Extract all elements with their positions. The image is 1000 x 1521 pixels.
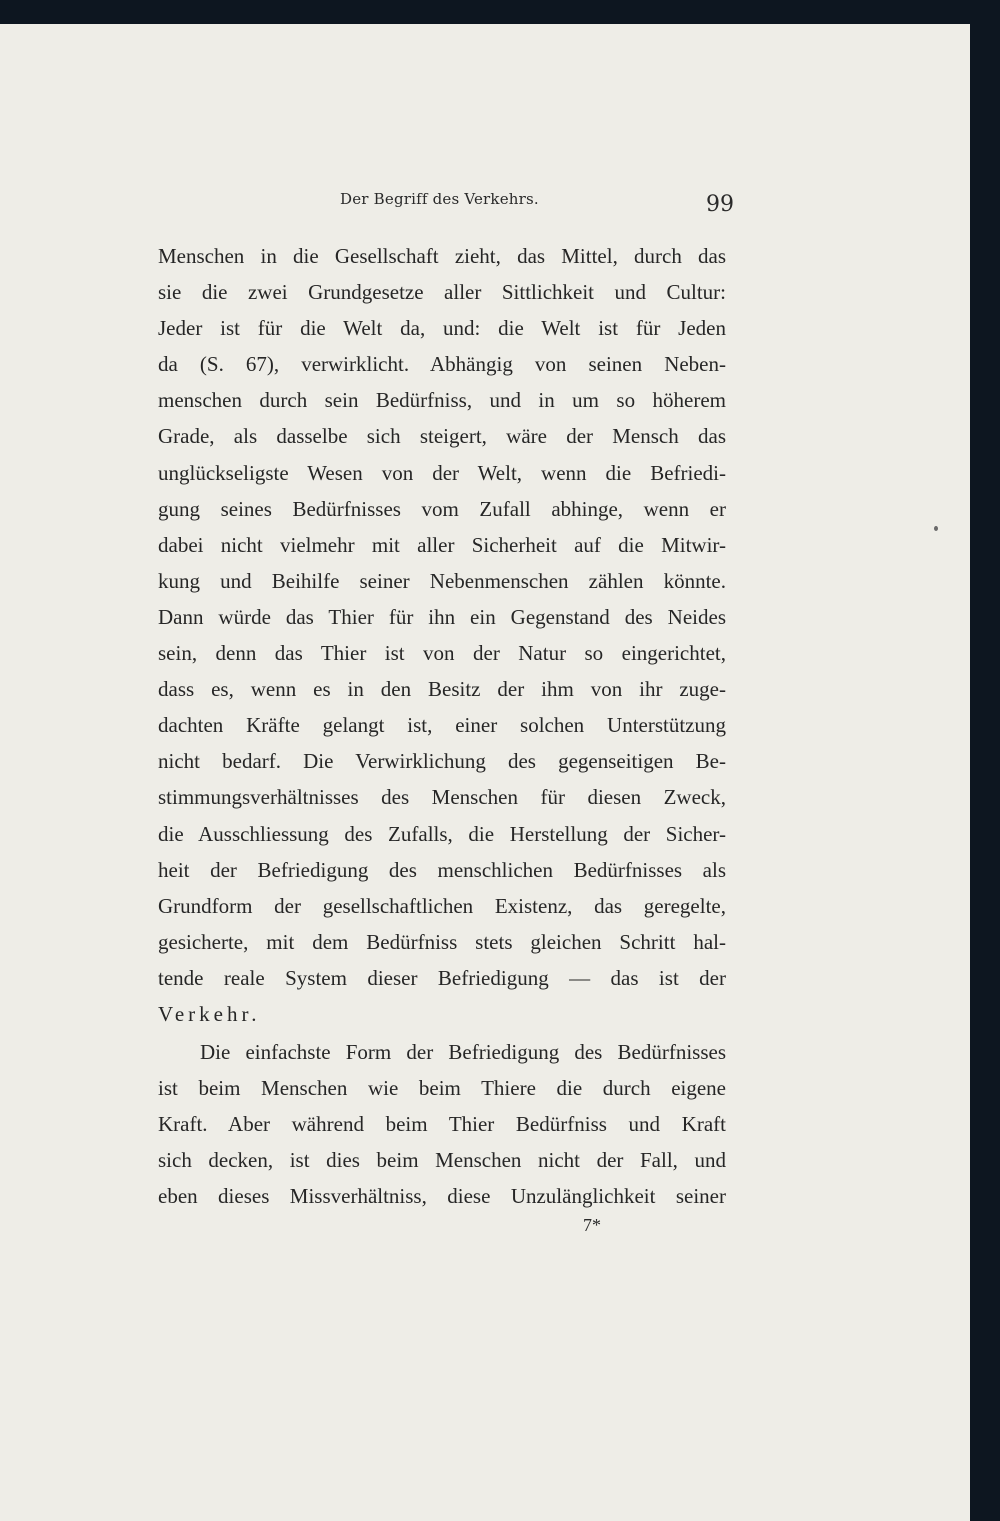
text-line: Dann würde das Thier für ihn ein Gegenstand des Neides <box>158 604 726 629</box>
paragraph-2 <box>158 1034 726 1214</box>
text-line: sie die zwei Grundgesetze aller Sittlichkeit und Cultur: <box>158 280 726 305</box>
text-line: gesicherte, mit dem Bedürfniss stets gleichen Schritt hal- <box>158 929 726 954</box>
text-line: Grundform der gesellschaftlichen Existenz, das geregelte, <box>158 893 726 918</box>
text-line: Kraft. Aber während beim Thier Bedürfniss und Kraft <box>158 1112 726 1137</box>
text-line: ist beim Menschen wie beim Thiere die durch eigene <box>158 1076 726 1101</box>
text-line: sich decken, ist dies beim Menschen nicht der Fall, und <box>158 1148 726 1173</box>
text-line: Jeder ist für die Welt da, und: die Welt ist für Jeden <box>158 316 726 341</box>
text-line: dabei nicht vielmehr mit aller Sicherheit auf die Mitwir- <box>158 532 726 557</box>
text-line: unglückseligste Wesen von der Welt, wenn die Befriedi- <box>158 460 726 485</box>
text-line: eben dieses Missverhältniss, diese Unzulänglichkeit seiner <box>158 1184 726 1209</box>
text-line: die Ausschliessung des Zufalls, die Herstellung der Sicher- <box>158 821 726 846</box>
text-line: tende reale System dieser Befriedigung — das ist der <box>158 965 726 990</box>
text-line: Die einfachste Form der Befriedigung des Bedürfnisses <box>200 1040 726 1065</box>
text-line: gung seines Bedürfnisses vom Zufall abhinge, wenn er <box>158 496 726 521</box>
page-number: 99 <box>706 192 734 217</box>
text-line: da (S. 67), verwirklicht. Abhängig von seinen Neben- <box>158 352 726 377</box>
emphasized-term: Verkehr. <box>158 1001 261 1026</box>
text-line: Grade, als dasselbe sich steigert, wäre der Mensch das <box>158 424 726 449</box>
paragraph-1 <box>158 238 726 1032</box>
text-line: nicht bedarf. Die Verwirklichung des gegenseitigen Be- <box>158 749 726 774</box>
body-text <box>158 238 726 1215</box>
text-line: sein, denn das Thier ist von der Natur so eingerichtet, <box>158 641 726 666</box>
text-line: dachten Kräfte gelangt ist, einer solchen Unterstützung <box>158 713 726 738</box>
running-title: Der Begriff des Verkehrs. <box>340 190 539 208</box>
text-line: kung und Beihilfe seiner Nebenmenschen zählen könnte. <box>158 568 726 593</box>
text-line: stimmungsverhältnisses des Menschen für diesen Zweck, <box>158 785 726 810</box>
signature-mark: 7* <box>583 1215 601 1235</box>
text-line: dass es, wenn es in den Besitz der ihm von ihr zuge- <box>158 677 726 702</box>
text-line: Menschen in die Gesellschaft zieht, das Mittel, durch das <box>158 244 726 268</box>
margin-speck <box>934 526 938 531</box>
text-line: menschen durch sein Bedürfniss, und in um so höherem <box>158 388 726 413</box>
text-line: heit der Befriedigung des menschlichen Bedürfnisses als <box>158 857 726 882</box>
